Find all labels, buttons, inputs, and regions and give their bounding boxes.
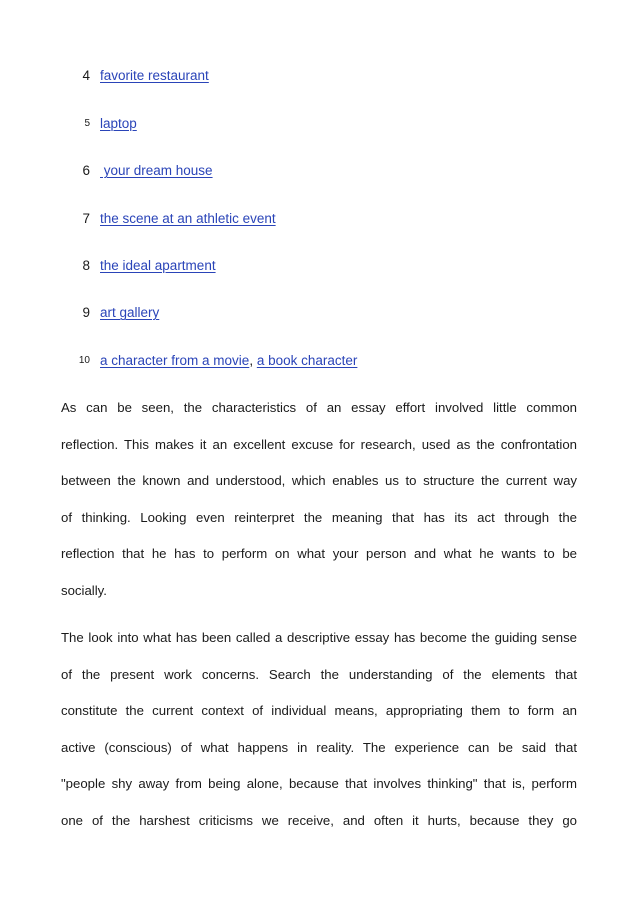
paragraph-line: between the known and understood, which enables us to structure the current way [61, 473, 577, 488]
list-number: 10 [78, 355, 90, 366]
paragraph-line: socially. [61, 582, 107, 598]
paragraph-line: The look into what has been called a descriptive essay has become the guiding sense [61, 630, 577, 645]
topic-link-book-character[interactable]: a book character [256, 353, 358, 368]
list-number: 9 [82, 305, 90, 320]
paragraph-characteristics [61, 390, 577, 609]
paragraph-line: reflection that he has to perform on what your person and what he wants to be [61, 546, 577, 561]
topic-link-ideal-apartment[interactable]: the ideal apartment [100, 258, 216, 273]
list-separator: , [249, 353, 257, 368]
paragraph-descriptive-essay [61, 620, 577, 839]
topic-link-your-dream-house[interactable]: your dream house [100, 163, 213, 178]
paragraph-line: one of the harshest criticisms we receive, and often it hurts, because they go [61, 812, 577, 828]
topic-link-favorite-restaurant[interactable]: favorite restaurant [100, 68, 209, 83]
paragraph-line: constitute the current context of individual means, appropriating them to form an [61, 703, 577, 718]
list-number: 7 [82, 211, 90, 226]
topic-link-movie-character[interactable]: a character from a movie [100, 353, 250, 368]
paragraph-line: of thinking. Looking even reinterpret the meaning that has its act through the [61, 509, 577, 525]
list-number: 5 [84, 118, 90, 129]
list-number: 6 [82, 163, 90, 178]
paragraph-line: of the present work concerns. Search the understanding of the elements that [61, 666, 577, 682]
paragraph-line: As can be seen, the characteristics of an essay effort involved little common [61, 400, 577, 415]
topic-link-art-gallery[interactable]: art gallery [100, 305, 160, 320]
topic-link-laptop[interactable]: laptop [100, 116, 137, 131]
topic-link-athletic-event[interactable]: the scene at an athletic event [100, 211, 276, 226]
paragraph-line: "people shy away from being alone, because that involves thinking" that is, perform [61, 776, 577, 791]
list-number: 4 [82, 68, 90, 83]
paragraph-line: active (conscious) of what happens in reality. The experience can be said that [61, 739, 577, 755]
paragraph-line: reflection. This makes it an excellent excuse for research, used as the confrontation [61, 436, 577, 452]
list-number: 8 [82, 258, 90, 273]
